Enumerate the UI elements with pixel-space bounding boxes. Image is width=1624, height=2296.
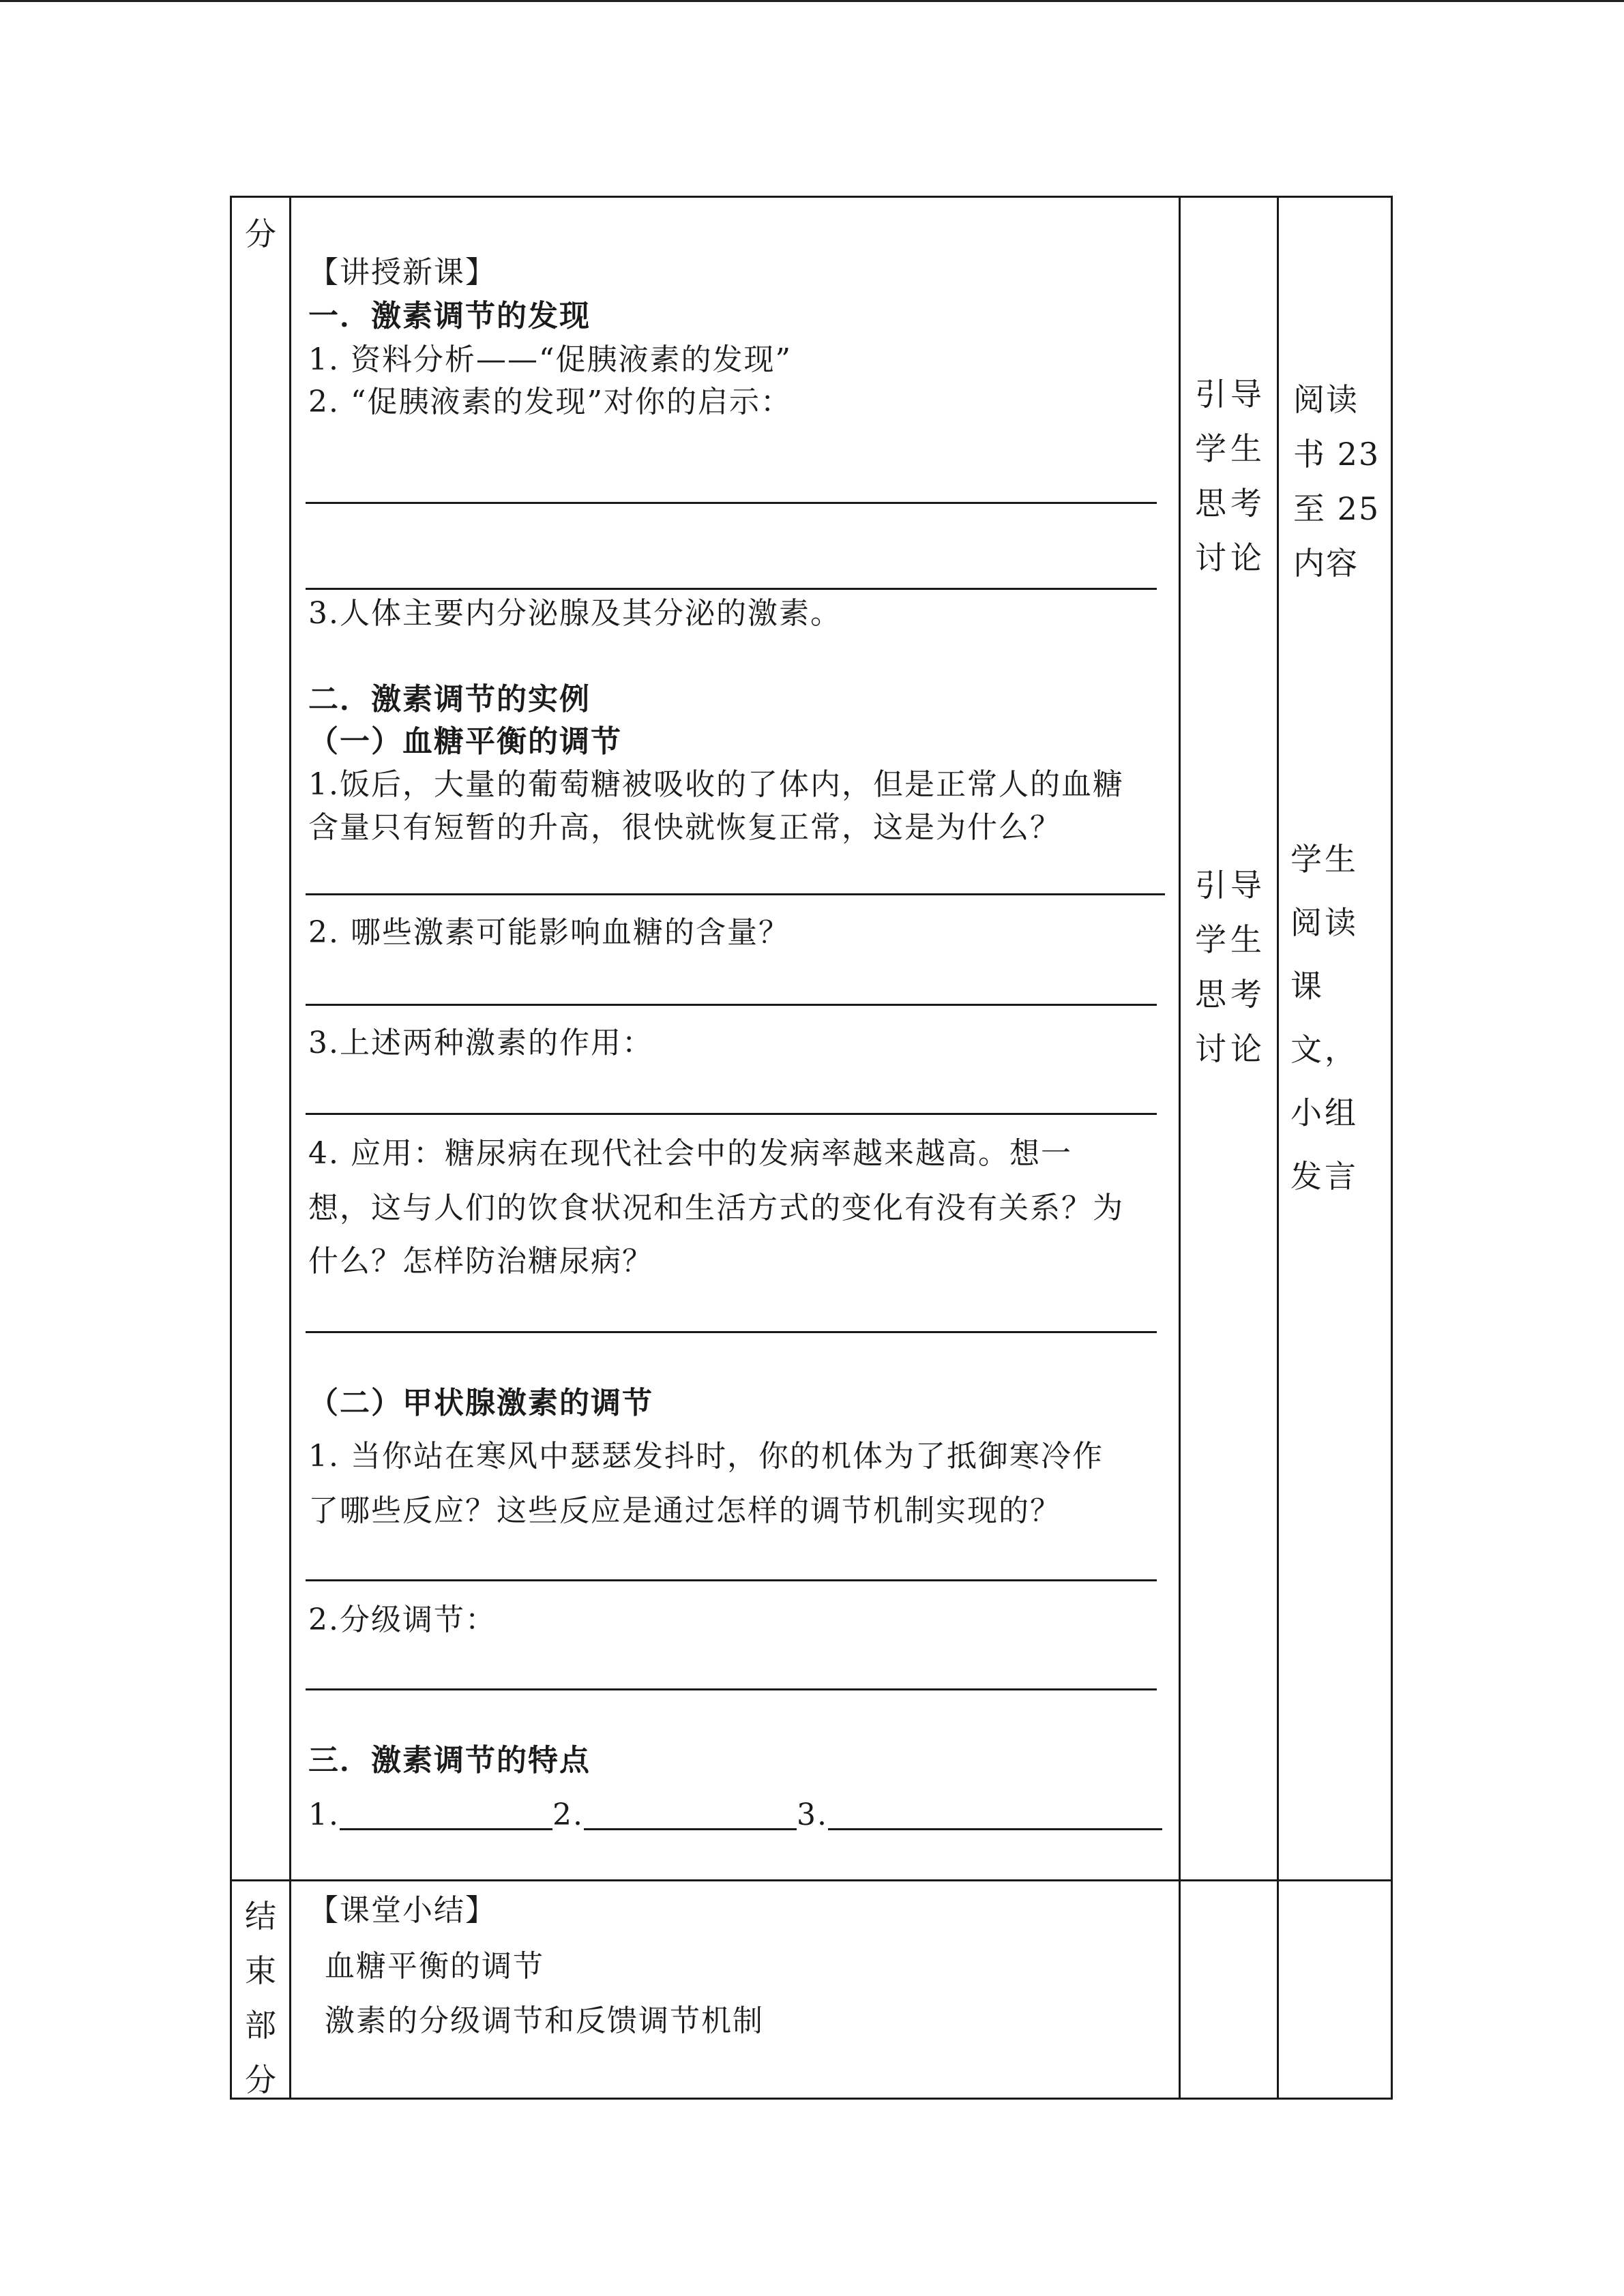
answer-line xyxy=(306,1004,1157,1006)
question-2: 2. 哪些激素可能影响血糖的含量？ xyxy=(308,915,790,950)
question-1-line-1: 1.饭后，大量的葡萄糖被吸收的了体内，但是正常人的血糖 xyxy=(308,767,1124,802)
section-3-title: 三．激素调节的特点 xyxy=(308,1743,591,1778)
question-4-line-1: 4. 应用：糖尿病在现代社会中的发病率越来越高。想一 xyxy=(308,1136,1072,1171)
section-1-item-3: 3.人体主要内分泌腺及其分泌的激素。 xyxy=(308,596,842,631)
section-label-end-1: 结 xyxy=(245,1898,276,1935)
thyroid-question-1-line-1: 1. 当你站在寒风中瑟瑟发抖时，你的机体为了抵御寒冷作 xyxy=(308,1439,1104,1474)
section-1-title: 一．激素调节的发现 xyxy=(308,299,591,333)
student-activity-1-line-3: 至 25 xyxy=(1293,490,1381,527)
divider-left-col xyxy=(289,198,291,2098)
feature-1-blank xyxy=(340,1828,552,1830)
section-1-item-1: 1. 资料分析——“促胰液素的发现” xyxy=(308,342,792,377)
lecture-heading: 【讲授新课】 xyxy=(308,255,497,290)
answer-line xyxy=(306,1688,1157,1690)
section-1-item-2: 2. “促胰液素的发现”对你的启示： xyxy=(308,385,792,419)
section-label-end-2: 束 xyxy=(245,1952,276,1989)
page-top-rule xyxy=(0,0,1624,2)
answer-line xyxy=(306,1331,1157,1333)
section-label-top: 分 xyxy=(245,215,276,252)
question-3: 3.上述两种激素的作用： xyxy=(308,1026,653,1060)
summary-line-1: 血糖平衡的调节 xyxy=(325,1949,544,1984)
section-label-end-4: 分 xyxy=(245,2061,276,2098)
student-activity-2: 学生 阅读 课 文， 小组 发言 xyxy=(1290,841,1359,1195)
summary-line-2: 激素的分级调节和反馈调节机制 xyxy=(325,2003,764,2038)
question-1-line-2: 含量只有短暂的升高，很快就恢复正常，这是为什么？ xyxy=(308,810,1061,845)
question-4-line-3: 什么？怎样防治糖尿病？ xyxy=(308,1244,653,1279)
student-activity-1-line-1: 阅读 xyxy=(1293,381,1359,418)
answer-line xyxy=(306,588,1157,590)
answer-line xyxy=(306,893,1165,895)
section-2-title: 二．激素调节的实例 xyxy=(308,682,591,717)
divider-ending-row xyxy=(232,1879,1391,1881)
teacher-activity-1: 引导 学生 思考 讨论 xyxy=(1195,376,1266,576)
thyroid-question-1-line-2: 了哪些反应？这些反应是通过怎样的调节机制实现的？ xyxy=(308,1493,1061,1528)
answer-line xyxy=(306,502,1157,504)
thyroid-question-2: 2.分级调节： xyxy=(308,1602,497,1637)
divider-teacher-col xyxy=(1277,198,1279,2098)
answer-line xyxy=(306,1113,1157,1115)
feature-2-blank xyxy=(584,1828,797,1830)
summary-heading: 【课堂小结】 xyxy=(308,1893,497,1928)
divider-main-col xyxy=(1179,198,1181,2098)
teacher-activity-2: 引导 学生 思考 讨论 xyxy=(1195,867,1266,1067)
feature-1-label: 1. xyxy=(308,1798,340,1832)
question-4-line-2: 想，这与人们的饮食状况和生活方式的变化有没有关系？为 xyxy=(308,1191,1124,1225)
student-activity-1-line-4: 内容 xyxy=(1293,545,1359,582)
feature-3-blank xyxy=(828,1828,1162,1830)
subsection-thyroid: （二）甲状腺激素的调节 xyxy=(308,1386,653,1420)
section-label-end-3: 部 xyxy=(245,2007,276,2044)
feature-2-label: 2. xyxy=(552,1798,584,1832)
features-blanks xyxy=(308,1796,1162,1834)
subsection-blood-sugar: （一）血糖平衡的调节 xyxy=(308,724,622,759)
answer-line xyxy=(306,1579,1157,1581)
student-activity-1-line-2: 书 23 xyxy=(1293,436,1381,473)
feature-3-label: 3. xyxy=(796,1798,828,1832)
